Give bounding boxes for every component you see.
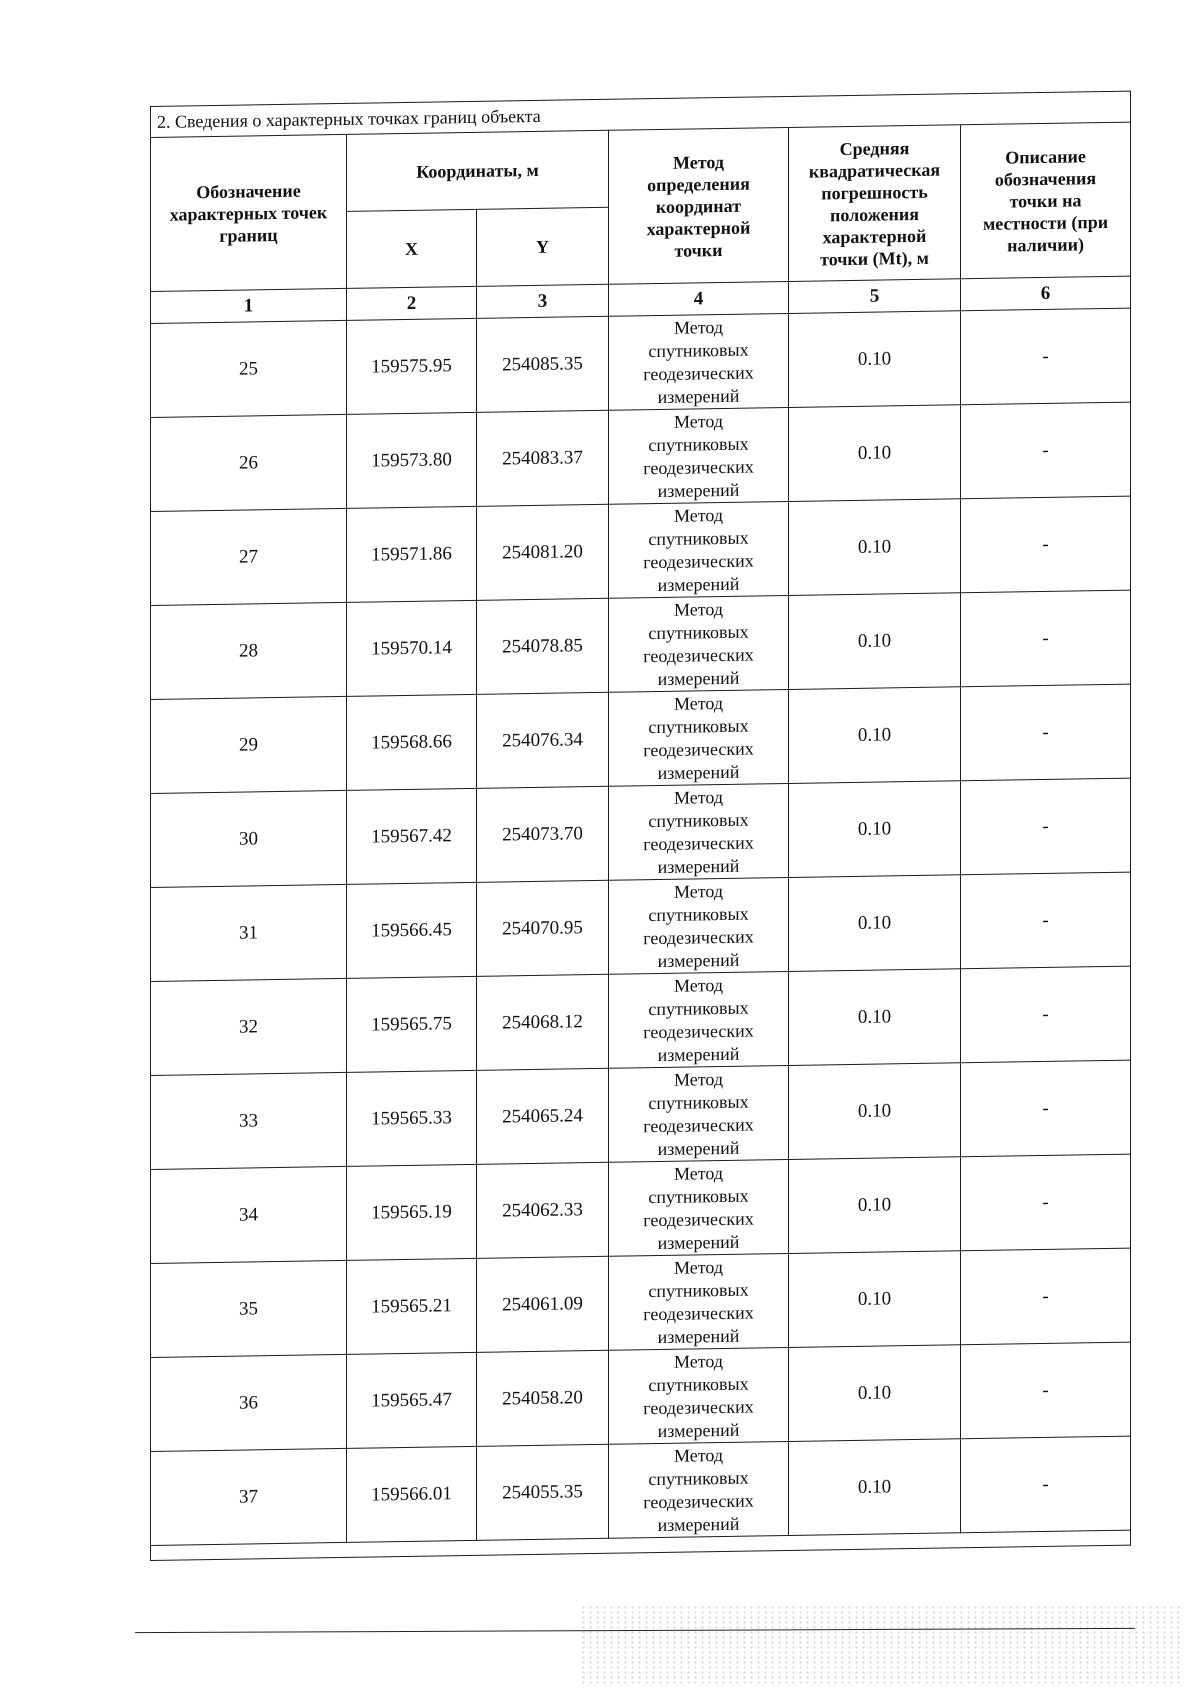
cell-accuracy: 0.10: [789, 687, 961, 784]
cell-x: 159566.01: [347, 1446, 477, 1542]
column-number: 6: [961, 276, 1131, 311]
cell-method: Метод спутниковых геодезических измерений: [609, 971, 789, 1068]
header-accuracy: Средняя квадратическая погрешность положения характерной точки (Mt), м: [789, 125, 961, 282]
cell-method: Метод спутниковых геодезических измерений: [609, 1347, 789, 1444]
cell-method: Метод спутниковых геодезических измерений: [609, 1253, 789, 1350]
cell-description: -: [961, 1436, 1131, 1533]
cell-point: 28: [151, 602, 347, 699]
cell-description: -: [961, 1248, 1131, 1345]
header-y: Y: [477, 207, 609, 286]
column-number: 3: [477, 284, 609, 318]
cell-y: 254065.24: [477, 1068, 609, 1164]
cell-point: 29: [151, 696, 347, 793]
table-row: [151, 1436, 1131, 1545]
cell-accuracy: 0.10: [789, 1345, 961, 1442]
header-x: X: [347, 209, 477, 288]
table-row: [151, 684, 1131, 793]
cell-method: Метод спутниковых геодезических измерений: [609, 783, 789, 880]
table-row: [151, 402, 1131, 511]
cell-y: 254085.35: [477, 316, 609, 412]
cell-description: -: [961, 496, 1131, 593]
header-method: Метод определения координат характерной точки: [609, 127, 789, 284]
cell-method: Метод спутниковых геодезических измерений: [609, 1441, 789, 1538]
cell-accuracy: 0.10: [789, 969, 961, 1066]
cell-x: 159565.21: [347, 1258, 477, 1354]
cell-method: Метод спутниковых геодезических измерений: [609, 313, 789, 410]
table-row: [151, 778, 1131, 887]
cell-point: 37: [151, 1448, 347, 1545]
cell-method: Метод спутниковых геодезических измерений: [609, 877, 789, 974]
table-row: [151, 308, 1131, 417]
cell-point: 33: [151, 1072, 347, 1169]
table-row: [151, 966, 1131, 1075]
cell-point: 32: [151, 978, 347, 1075]
cell-description: -: [961, 1342, 1131, 1439]
cell-accuracy: 0.10: [789, 1063, 961, 1160]
cell-accuracy: 0.10: [789, 593, 961, 690]
cell-point: 36: [151, 1354, 347, 1451]
header-point-designation: Обозначение характерных точек границ: [151, 134, 347, 291]
cell-y: 254058.20: [477, 1350, 609, 1446]
cell-method: Метод спутниковых геодезических измерений: [609, 1159, 789, 1256]
cell-point: 31: [151, 884, 347, 981]
cell-description: -: [961, 308, 1131, 405]
cell-y: 254078.85: [477, 598, 609, 694]
table-row: [151, 1342, 1131, 1451]
cell-accuracy: 0.10: [789, 1157, 961, 1254]
cell-point: 25: [151, 320, 347, 417]
cell-y: 254083.37: [477, 410, 609, 506]
table-row: [151, 1060, 1131, 1169]
cell-y: 254055.35: [477, 1444, 609, 1540]
header-description: Описание обозначения точки на местности (при наличии): [961, 122, 1131, 279]
table-body: [151, 91, 1131, 1560]
cell-y: 254076.34: [477, 692, 609, 788]
column-number: 1: [151, 288, 347, 323]
column-number: 5: [789, 279, 961, 314]
cell-accuracy: 0.10: [789, 781, 961, 878]
cell-method: Метод спутниковых геодезических измерений: [609, 595, 789, 692]
cell-x: 159565.19: [347, 1164, 477, 1260]
cell-point: 27: [151, 508, 347, 605]
table-row: [151, 1248, 1131, 1357]
cell-method: Метод спутниковых геодезических измерений: [609, 689, 789, 786]
cell-description: -: [961, 590, 1131, 687]
cell-point: 26: [151, 414, 347, 511]
cell-point: 35: [151, 1260, 347, 1357]
cell-y: 254081.20: [477, 504, 609, 600]
cell-accuracy: 0.10: [789, 1439, 961, 1536]
cell-y: 254073.70: [477, 786, 609, 882]
header-row-1: [151, 122, 1131, 214]
table-row: [151, 1154, 1131, 1263]
cell-accuracy: 0.10: [789, 311, 961, 408]
header-coordinates: Координаты, м: [347, 130, 609, 211]
cell-y: 254062.33: [477, 1162, 609, 1258]
cell-x: 159568.66: [347, 694, 477, 790]
column-number: 4: [609, 281, 789, 316]
cell-accuracy: 0.10: [789, 875, 961, 972]
cell-x: 159573.80: [347, 412, 477, 508]
cell-description: -: [961, 1154, 1131, 1251]
cell-x: 159575.95: [347, 318, 477, 414]
cell-description: -: [961, 778, 1131, 875]
cell-x: 159565.75: [347, 976, 477, 1072]
cell-point: 34: [151, 1166, 347, 1263]
cell-x: 159571.86: [347, 506, 477, 602]
cell-x: 159566.45: [347, 882, 477, 978]
cell-y: 254070.95: [477, 880, 609, 976]
cell-description: -: [961, 402, 1131, 499]
cell-method: Метод спутниковых геодезических измерений: [609, 501, 789, 598]
characteristic-points-table: [150, 91, 1131, 1561]
table-row: [151, 872, 1131, 981]
cell-accuracy: 0.10: [789, 405, 961, 502]
table-row: [151, 590, 1131, 699]
cell-method: Метод спутниковых геодезических измерений: [609, 1065, 789, 1162]
scan-noise: [580, 1605, 1180, 1685]
section-title: 2. Сведения о характерных точках границ объекта: [151, 91, 1131, 137]
cell-y: 254068.12: [477, 974, 609, 1070]
cell-description: -: [961, 684, 1131, 781]
cell-description: -: [961, 872, 1131, 969]
column-number: 2: [347, 286, 477, 320]
cell-x: 159565.47: [347, 1352, 477, 1448]
cell-x: 159567.42: [347, 788, 477, 884]
cell-x: 159565.33: [347, 1070, 477, 1166]
cell-y: 254061.09: [477, 1256, 609, 1352]
cell-method: Метод спутниковых геодезических измерений: [609, 407, 789, 504]
cell-point: 30: [151, 790, 347, 887]
cell-description: -: [961, 1060, 1131, 1157]
table-row: [151, 496, 1131, 605]
cell-accuracy: 0.10: [789, 1251, 961, 1348]
cell-x: 159570.14: [347, 600, 477, 696]
cell-accuracy: 0.10: [789, 499, 961, 596]
cell-description: -: [961, 966, 1131, 1063]
